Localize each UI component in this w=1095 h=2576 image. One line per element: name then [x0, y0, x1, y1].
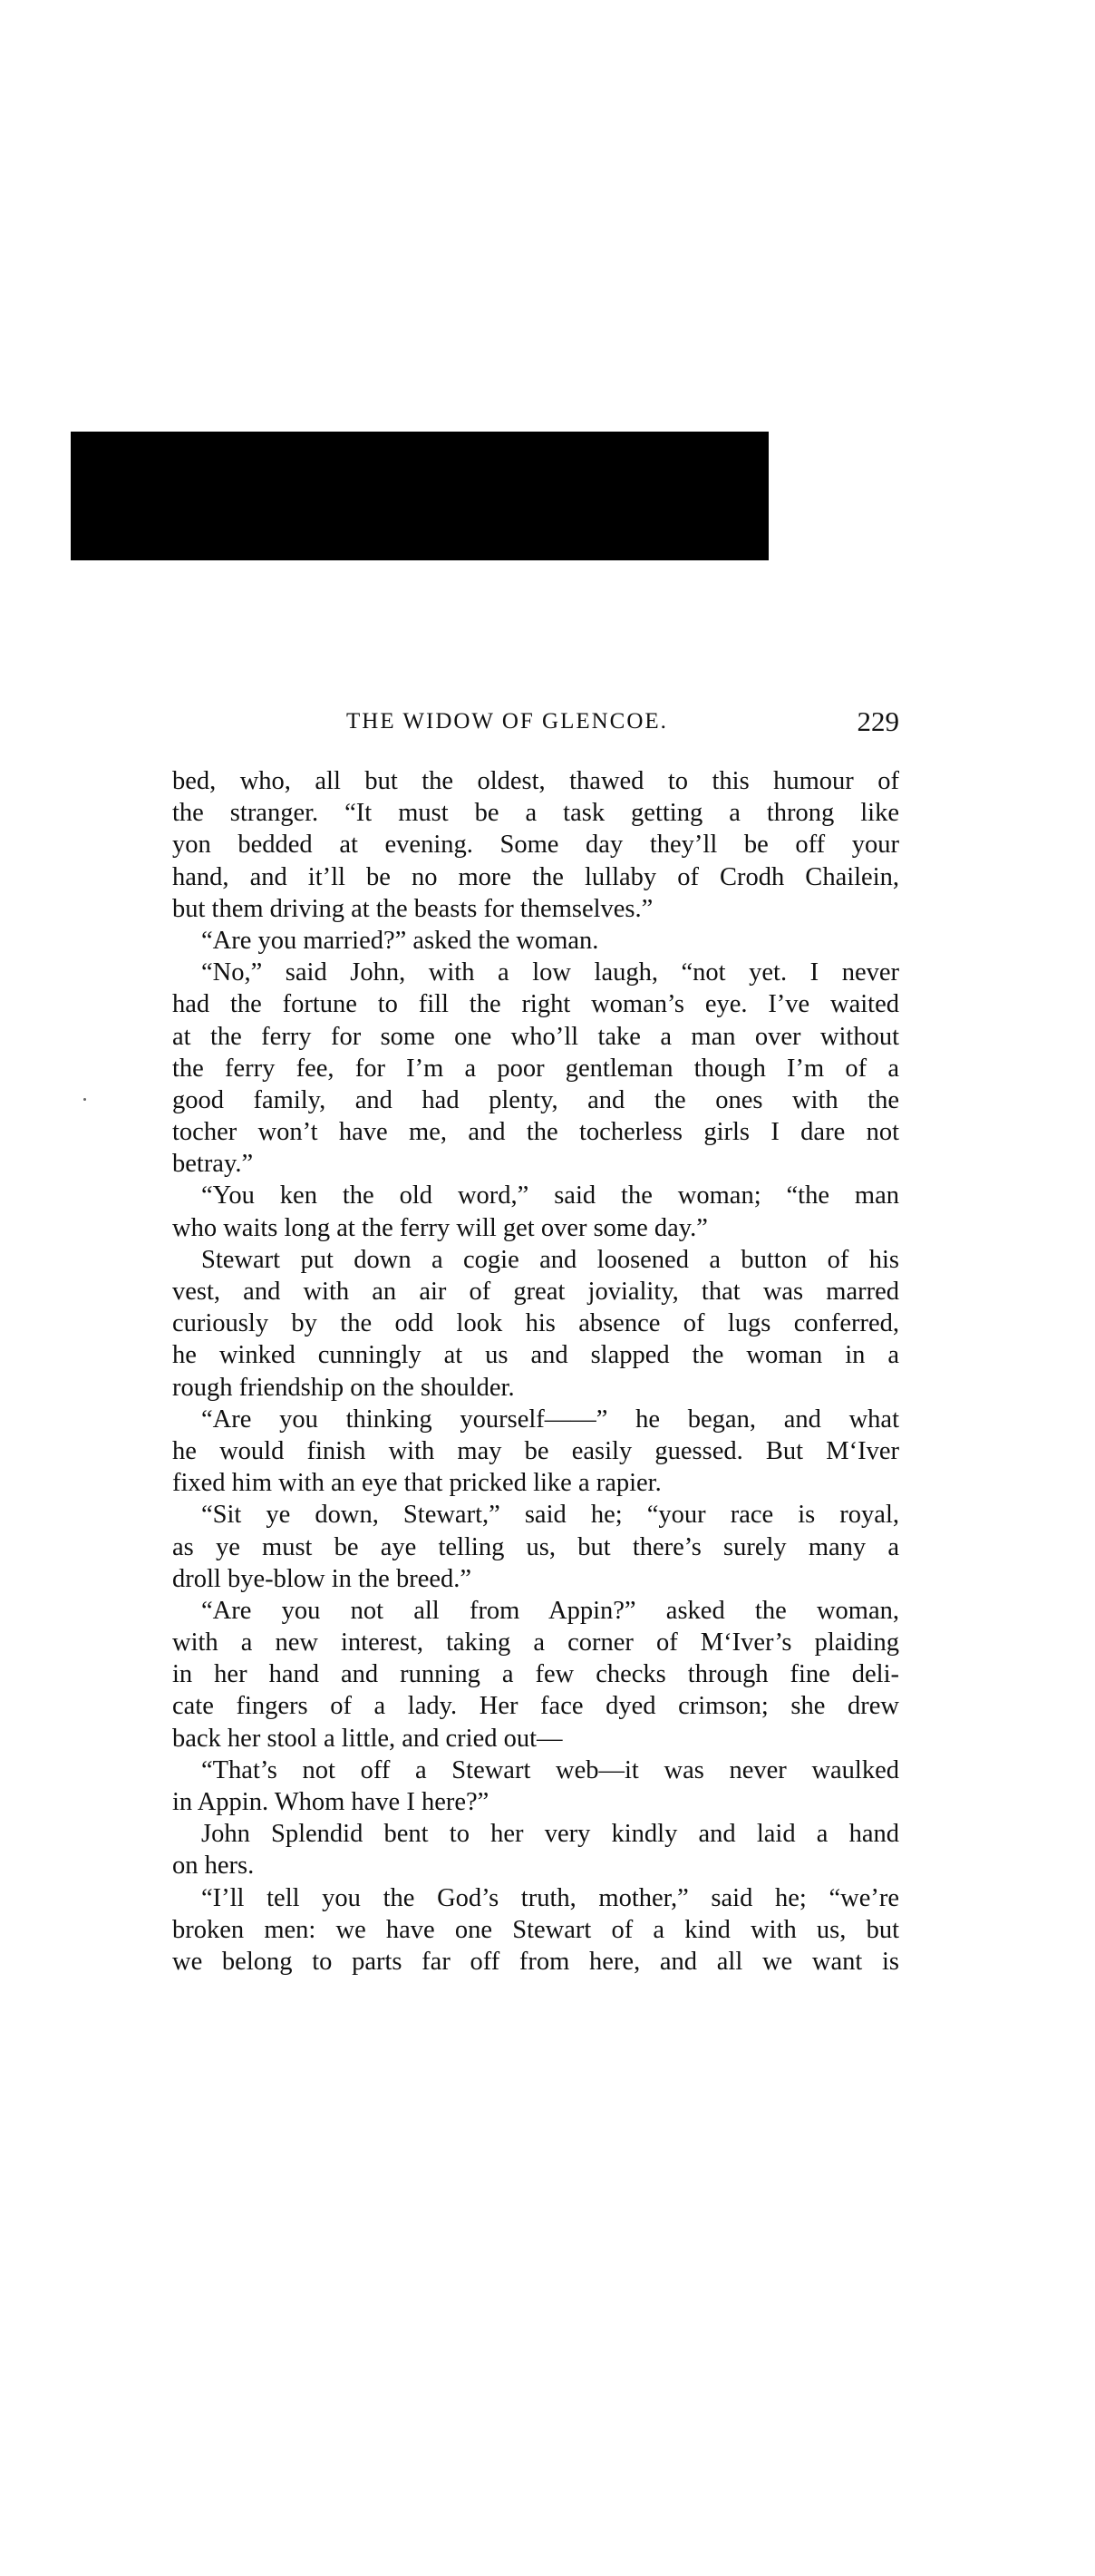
text-line: tocher won’t have me, and the tocherless girls I dare not: [172, 1118, 899, 1147]
text-line: in Appin. Whom have I here?”: [172, 1788, 489, 1816]
text-line: “Are you not all from Appin?” asked the woman,: [201, 1596, 899, 1625]
text-line: droll bye-blow in the breed.”: [172, 1564, 472, 1593]
text-line: on hers.: [172, 1852, 255, 1881]
text-line: the ferry fee, for I’m a poor gentleman though I’m of a: [172, 1054, 899, 1083]
text-line: John Splendid bent to her very kindly and laid a hand: [201, 1820, 899, 1849]
text-line: at the ferry for some one who’ll take a man over without: [172, 1022, 899, 1051]
text-line: rough friendship on the shoulder.: [172, 1373, 515, 1402]
text-line: “No,” said John, with a low laugh, “not yet. I never: [201, 958, 899, 987]
text-line: “You ken the old word,” said the woman; “the man: [201, 1181, 899, 1210]
text-line: who waits long at the ferry will get over some day.”: [172, 1213, 708, 1242]
text-line: “I’ll tell you the God’s truth, mother,” said he; “we’re: [201, 1883, 899, 1912]
text-line: curiously by the odd look his absence of lugs conferred,: [172, 1309, 899, 1338]
text-line: betray.”: [172, 1150, 254, 1179]
running-head: [172, 704, 899, 740]
scan-speck: [83, 1098, 86, 1101]
text-line: Stewart put down a cogie and loosened a button of his: [201, 1245, 899, 1274]
text-line: broken men: we have one Stewart of a kind with us, but: [172, 1915, 899, 1944]
text-line: as ye must be aye telling us, but there’s surely many a: [172, 1532, 899, 1561]
text-line: cate fingers of a lady. Her face dyed crimson; she drew: [172, 1692, 899, 1721]
text-body: [172, 765, 899, 1978]
text-line: in her hand and running a few checks through fine deli-: [172, 1660, 899, 1689]
text-line: “Sit ye down, Stewart,” said he; “your race is royal,: [201, 1501, 899, 1530]
page-number: 229: [857, 705, 899, 737]
text-line: hand, and it’ll be no more the lullaby of Crodh Chailein,: [172, 862, 899, 891]
text-line: yon bedded at evening. Some day they’ll be off your: [172, 831, 899, 860]
text-line: had the fortune to fill the right woman’s eye. I’ve waited: [172, 990, 899, 1019]
text-line: he would finish with may be easily guessed. But M‘Iver: [172, 1436, 899, 1465]
running-title: THE WIDOW OF GLENCOE.: [346, 709, 668, 734]
text-line: good family, and had plenty, and the ones with the: [172, 1085, 899, 1114]
text-line: the stranger. “It must be a task getting a throng like: [172, 799, 899, 828]
text-line: with a new interest, taking a corner of M‘Iver’s plaiding: [172, 1628, 899, 1657]
text-line: but them driving at the beasts for themselves.”: [172, 894, 654, 923]
text-line: he winked cunningly at us and slapped the woman in a: [172, 1341, 899, 1370]
text-line: we belong to parts far off from here, and all we want is: [172, 1947, 899, 1976]
text-line: “Are you thinking yourself——” he began, and what: [201, 1405, 899, 1434]
text-line: vest, and with an air of great joviality, that was marred: [172, 1278, 899, 1306]
redaction-block: [71, 432, 769, 560]
text-line: fixed him with an eye that pricked like a rapier.: [172, 1469, 662, 1498]
text-line: “Are you married?” asked the woman.: [201, 926, 599, 955]
text-line: back her stool a little, and cried out—: [172, 1724, 563, 1753]
text-line: bed, who, all but the oldest, thawed to this humour of: [172, 767, 899, 795]
text-line: “That’s not off a Stewart web—it was never waulked: [201, 1755, 899, 1784]
